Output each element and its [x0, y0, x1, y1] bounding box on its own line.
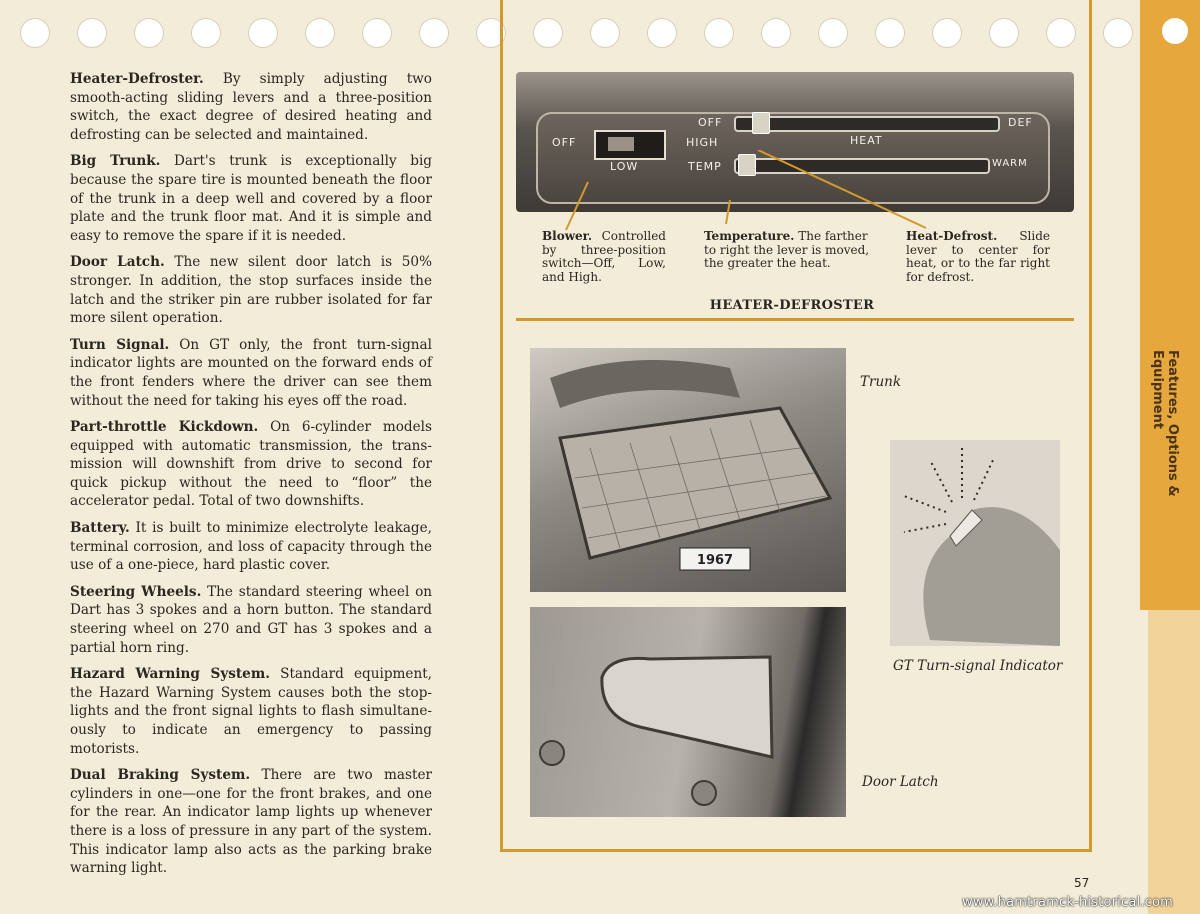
binder-hole — [191, 18, 221, 48]
callout-blower — [542, 230, 666, 284]
paragraph-title: Steering Wheels. — [70, 583, 202, 600]
label-heat: HEAT — [850, 134, 883, 147]
paragraph-body: Standard equipment, the Hazard Warning System causes both the stop-lights and the front signal lights to flash simultane-ously to indicate an emergency to passing motorists. — [70, 666, 432, 757]
callout-heat-defrost — [906, 230, 1050, 284]
callout-title: Temperature. — [704, 229, 795, 243]
paragraph-kickdown — [70, 418, 432, 511]
label-warm: WARM — [992, 158, 1028, 169]
binder-hole — [248, 18, 278, 48]
trunk-caption: Trunk — [860, 374, 902, 390]
paragraph-heater-defroster — [70, 70, 432, 144]
paragraph-title: Door Latch. — [70, 254, 165, 271]
fender-shape — [923, 507, 1060, 646]
paragraph-body: Dart's trunk is exceptionally big because the spare tire is mounted beneath the floor of the trunk in a deep well and covered by a floor plate and the trunk floor mat. And it is simple and easy to remove the spare if it is needed. — [70, 153, 432, 244]
binder-hole — [362, 18, 392, 48]
label-def: DEF — [1008, 116, 1033, 129]
blower-switch-lever — [608, 137, 634, 151]
label-high: HIGH — [686, 136, 719, 149]
binder-hole — [20, 18, 50, 48]
paragraph-body: The new silent door latch is 50% stronger. In addition, the stop surfaces inside the latch and the striker pin are rubber isolated for far more silent operation. — [70, 254, 432, 327]
heat-defrost-leader-line — [758, 150, 926, 228]
heat-defrost-slider-track — [734, 116, 1000, 132]
turn-signal-illustration — [890, 440, 1060, 646]
paragraph-title: Turn Signal. — [70, 336, 170, 353]
heater-defroster-caption: HEATER-DEFROSTER — [709, 298, 875, 313]
paragraph-title: Hazard Warning System. — [70, 666, 270, 683]
door-latch-photo — [530, 607, 846, 817]
binder-hole — [419, 18, 449, 48]
paragraph-dual-braking — [70, 766, 432, 878]
paragraph-body: There are two master cylinders in one—one for the front brakes, and one for the rear. An indicator lamp lights up whenever there is a loss of pressure in any part of the system. This indicator lamp also acts as the parking brake warning light. — [70, 767, 433, 877]
trunk-photo — [530, 348, 846, 592]
paragraph-body: By simply adjusting two smooth-acting sliding levers and a three-position switch, the exact degree of desired heating and defrosting can be selected and maintained. — [70, 71, 432, 143]
feature-text-column — [70, 70, 432, 886]
binder-hole — [305, 18, 335, 48]
binder-hole — [1162, 18, 1188, 44]
latch-housing — [602, 657, 772, 757]
paragraph-turn-signal — [70, 336, 432, 410]
license-plate-text: 1967 — [696, 553, 734, 568]
label-temp: TEMP — [688, 160, 722, 173]
binder-hole — [1103, 18, 1133, 48]
section-tab-label: Features, Options & Equipment — [1150, 350, 1180, 497]
paragraph-title: Heater-Defroster. — [70, 71, 204, 87]
watermark: www.hamtramck-historical.com — [962, 895, 1173, 910]
callout-body: Slide lever to center for heat, or to the far right for defrost. — [906, 229, 1050, 284]
screw-head — [540, 741, 564, 765]
callout-leader-lines — [516, 150, 1074, 240]
paragraph-steering-wheels — [70, 583, 432, 657]
callout-body: The farther to right the lever is moved, the greater the heat. — [704, 229, 870, 270]
paragraph-door-latch — [70, 253, 432, 327]
paragraph-body: On 6-cylinder models equipped with automatic transmission, the trans-mission will downshift from drive to second for quick pickup without the need to “floor” the accelerator pedal. Total of two downshifts. — [70, 419, 432, 510]
label-low: LOW — [610, 160, 639, 173]
paragraph-title: Big Trunk. — [70, 153, 161, 170]
paragraph-big-trunk — [70, 152, 432, 245]
door-latch-caption: Door Latch — [862, 774, 939, 790]
callout-title: Blower. — [542, 229, 593, 243]
label-off-top: OFF — [698, 116, 723, 129]
paragraph-body: It is built to minimize electrolyte leakage, terminal corrosion, and loss of capacity through the use of a one-piece, hard plastic cover. — [70, 520, 433, 574]
paragraph-title: Part-throttle Kickdown. — [70, 419, 259, 436]
blower-leader-line — [566, 182, 588, 230]
paragraph-title: Battery. — [70, 520, 130, 537]
page-number: 57 — [1074, 876, 1090, 890]
temperature-leader-line — [726, 200, 730, 224]
callout-title: Heat-Defrost. — [906, 229, 998, 243]
binder-hole — [134, 18, 164, 48]
label-off-left: OFF — [552, 136, 577, 149]
paragraph-battery — [70, 519, 432, 575]
section-divider — [516, 318, 1074, 321]
paragraph-body: On GT only, the front turn-signal indicator lights are mounted on the forward ends of the front fenders where the driver can see them without the need for taking his eyes off the road. — [70, 336, 433, 409]
paragraph-hazard-warning — [70, 665, 432, 758]
callout-temperature — [704, 230, 878, 271]
trunk-illustration — [530, 348, 846, 592]
callout-body: Controlled by three-position switch—Off, Low, and High. — [542, 229, 666, 284]
heat-defrost-slider-knob — [752, 112, 770, 134]
screw-head — [692, 781, 716, 805]
door-latch-illustration — [530, 607, 846, 817]
turn-signal-caption: GT Turn-signal Indicator — [893, 658, 1063, 674]
paragraph-body: The standard steering wheel on Dart has 3 spokes and a horn button. The standard steering wheel on 270 and GT has 3 spokes and a partial horn ring. — [70, 583, 433, 656]
paragraph-title: Dual Braking System. — [70, 767, 251, 784]
trunk-lid — [550, 360, 740, 408]
turn-signal-photo — [890, 440, 1060, 646]
binder-hole — [77, 18, 107, 48]
